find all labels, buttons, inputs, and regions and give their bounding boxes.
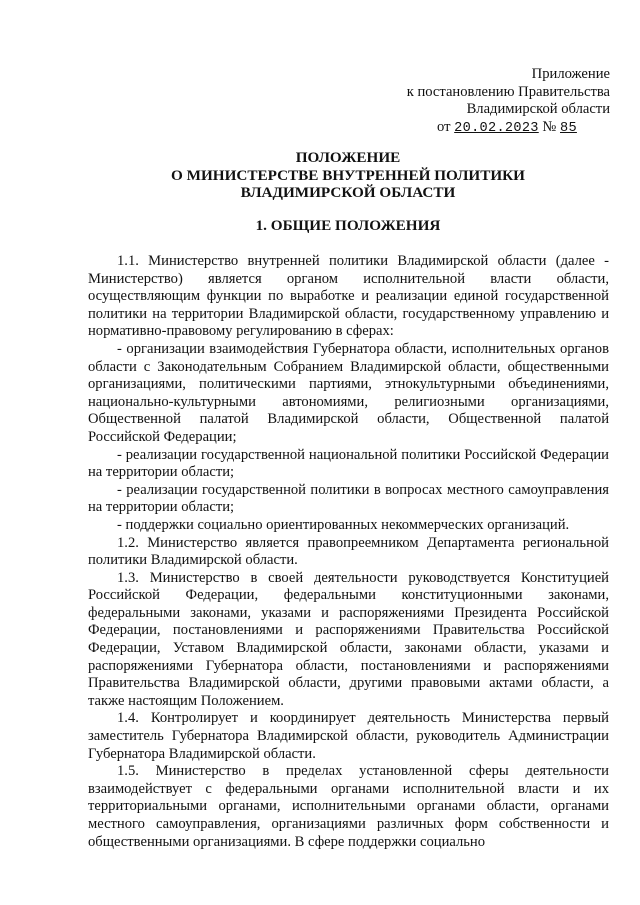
- title-line-2: О МИНИСТЕРСТВЕ ВНУТРЕННЕЙ ПОЛИТИКИ: [171, 166, 525, 184]
- document-body: [88, 253, 609, 851]
- approval-number: 85: [560, 120, 577, 136]
- approval-region: Владимирской области: [466, 101, 610, 117]
- section-heading: 1. ОБЩИЕ ПОЛОЖЕНИЯ: [255, 217, 441, 234]
- approval-date-number: [407, 119, 610, 138]
- approval-date: 20.02.2023: [454, 120, 539, 136]
- paragraph-1-2: 1.2. Министерство является правопреемником Департамента региональной политики Владимирской области.: [88, 534, 609, 569]
- paragraph-1-1: 1.1. Министерство внутренней политики Владимирской области (далее - Министерство) является органом исполнительной власти области, осуществляющим функции по выработке и реализации единой государственной политики на территории Владимирской области, государственному управлению и нормативно-правовому регулированию в сферах:: [88, 253, 609, 340]
- paragraph-1-5: 1.5. Министерство в пределах установленной сферы деятельности взаимодействует с федеральными органами исполнительной власти и их территориальными органами, исполнительными органами области, органами местного самоуправления, организациями различных форм собственности и общественными организациями. В сфере поддержки социально: [88, 763, 609, 850]
- list-item-national-policy: - реализации государственной национальной политики Российской Федерации на территории области;: [88, 446, 609, 481]
- list-item-organization: - организации взаимодействия Губернатора области, исполнительных органов области с Законодательным Собранием Владимирской области, общественными организациями, политическими партиями, этнокультурными объединениями, национально-культурными автономиями, религиозными организациями, Общественной палатой Владимирской области, Общественной палатой Российской Федерации;: [88, 340, 609, 445]
- paragraph-1-3: 1.3. Министерство в своей деятельности руководствуется Конституцией Российской Федерации, федеральными конституционными законами, федеральными законами, указами и распоряжениями Президента Российской Федерации, постановлениями и распоряжениями Правительства Российской Федерации, Уставом Владимирской области, законами области, указами и распоряжениями Губернатора области, постановлениями и распоряжениями Правительства Владимирской области, другими правовыми актами области, а также настоящим Положением.: [88, 569, 609, 709]
- approval-appendix: Приложение: [531, 66, 610, 82]
- list-item-nonprofit-support: - поддержки социально ориентированных некоммерческих организаций.: [117, 516, 570, 533]
- document-title: [88, 149, 608, 202]
- title-line-3: ВЛАДИМИРСКОЙ ОБЛАСТИ: [240, 184, 456, 202]
- list-item-local-government: - реализации государственной политики в вопросах местного самоуправления на территории области;: [88, 481, 609, 516]
- approval-block: [407, 66, 610, 137]
- approval-resolution: к постановлению Правительства: [406, 83, 610, 100]
- title-line-1: ПОЛОЖЕНИЕ: [295, 149, 401, 166]
- approval-from-label: от: [437, 118, 451, 135]
- approval-number-label: №: [542, 118, 557, 135]
- paragraph-1-4: 1.4. Контролирует и координирует деятельность Министерства первый заместитель Губернатора Владимирской области, руководитель Администрации Губернатора Владимирской области.: [88, 710, 609, 762]
